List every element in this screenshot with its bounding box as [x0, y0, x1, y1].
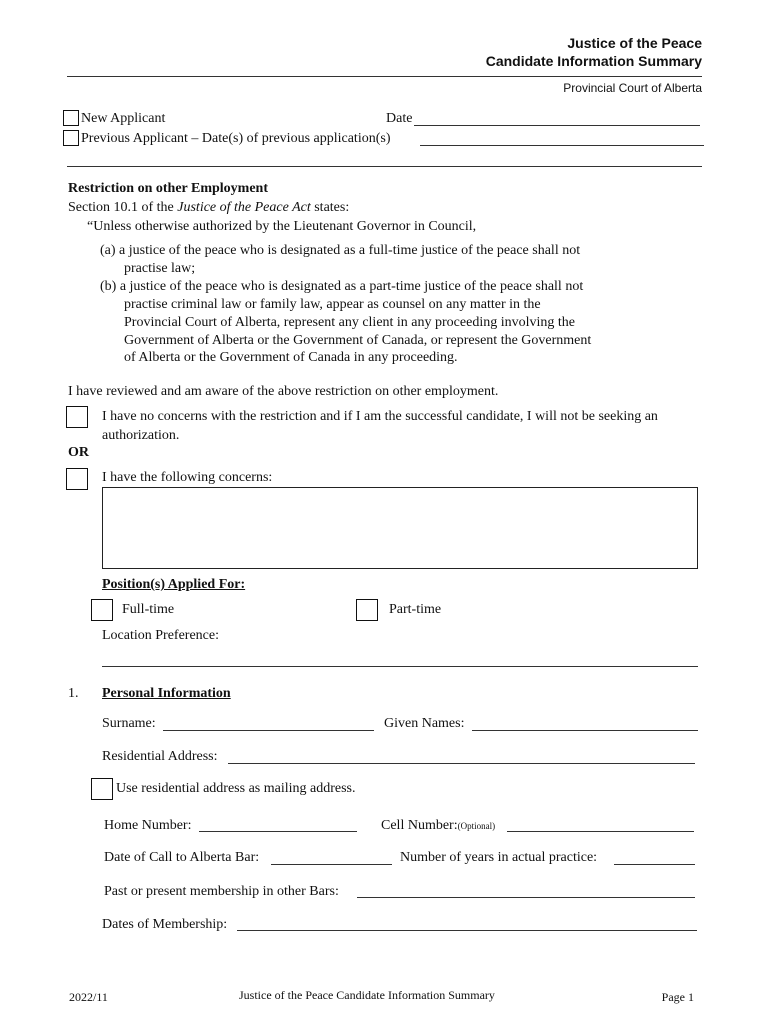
part-time-label: Part-time	[389, 602, 442, 617]
form-title-line1: Justice of the Peace	[567, 35, 702, 51]
residential-address-label: Residential Address:	[102, 749, 218, 764]
years-practice-label: Number of years in actual practice:	[400, 850, 598, 865]
location-preference-label: Location Preference:	[102, 628, 219, 643]
item-b-line1: (b) a justice of the peace who is designated as a part-time justice of the peace shall not	[100, 279, 584, 294]
act-name: Justice of the Peace Act	[177, 200, 311, 215]
home-number-label: Home Number:	[104, 818, 192, 833]
other-bars-field[interactable]	[357, 897, 695, 898]
previous-applicant-label: Previous Applicant – Date(s) of previous application(s)	[81, 131, 391, 146]
part-time-checkbox[interactable]	[356, 599, 378, 621]
section-citation: Section 10.1 of the Justice of the Peace Act states:	[68, 200, 350, 215]
or-label: OR	[68, 445, 89, 460]
given-names-label: Given Names:	[384, 716, 465, 731]
court-name: Provincial Court of Alberta	[563, 81, 702, 95]
item-b-line4: Government of Alberta or the Government of Canada, or represent the Government	[124, 333, 592, 348]
item-b-line5: of Alberta or the Government of Canada in any proceeding.	[124, 350, 458, 365]
cell-number-label: Cell Number:(Optional)	[381, 818, 496, 833]
location-preference-field[interactable]	[102, 666, 698, 667]
use-residential-checkbox[interactable]	[91, 778, 113, 800]
footer-date: 2022/11	[69, 990, 108, 1004]
no-concerns-line1: I have no concerns with the restriction and if I am the successful candidate, I will not be seeking an	[102, 409, 658, 424]
membership-dates-label: Dates of Membership:	[102, 917, 228, 932]
surname-label: Surname:	[102, 716, 156, 731]
call-date-label: Date of Call to Alberta Bar:	[104, 850, 260, 865]
given-names-field[interactable]	[472, 730, 698, 731]
surname-field[interactable]	[163, 730, 374, 731]
item-b-line2: practise criminal law or family law, appear as counsel on any matter in the	[124, 297, 541, 312]
acknowledgement-statement: I have reviewed and am aware of the above restriction on other employment.	[68, 384, 499, 399]
cell-optional-note: (Optional)	[457, 821, 496, 831]
item-b-line3: Provincial Court of Alberta, represent any client in any proceeding involving the	[124, 315, 575, 330]
concerns-textarea[interactable]	[102, 487, 698, 569]
no-concerns-line2: authorization.	[102, 428, 180, 443]
membership-dates-field[interactable]	[237, 930, 697, 931]
use-residential-label: Use residential address as mailing address.	[116, 781, 356, 796]
years-practice-field[interactable]	[614, 864, 695, 865]
previous-dates-field-line2[interactable]	[67, 166, 702, 167]
previous-dates-field[interactable]	[420, 145, 704, 146]
quote-intro: “Unless otherwise authorized by the Lieutenant Governor in Council,	[87, 219, 477, 234]
home-number-field[interactable]	[199, 831, 357, 832]
item-a-line1: (a) a justice of the peace who is designated as a full-time justice of the peace shall not	[100, 243, 581, 258]
header-rule	[67, 76, 702, 77]
concerns-checkbox[interactable]	[66, 468, 88, 490]
form-title-line2: Candidate Information Summary	[485, 53, 702, 69]
positions-heading: Position(s) Applied For:	[102, 577, 246, 592]
date-label: Date	[386, 111, 413, 126]
residential-address-field[interactable]	[228, 763, 695, 764]
previous-applicant-checkbox[interactable]	[63, 130, 79, 146]
section-number: 1.	[68, 686, 79, 701]
new-applicant-checkbox[interactable]	[63, 110, 79, 126]
item-a-line2: practise law;	[124, 261, 196, 276]
new-applicant-label: New Applicant	[81, 111, 166, 126]
cell-number-field[interactable]	[507, 831, 694, 832]
personal-info-heading: Personal Information	[102, 686, 231, 701]
call-date-field[interactable]	[271, 864, 392, 865]
concerns-label: I have the following concerns:	[102, 470, 273, 485]
no-concerns-checkbox[interactable]	[66, 406, 88, 428]
date-field[interactable]	[414, 125, 700, 126]
restriction-heading: Restriction on other Employment	[68, 181, 268, 196]
full-time-checkbox[interactable]	[91, 599, 113, 621]
footer-page-number: Page 1	[661, 990, 694, 1004]
other-bars-label: Past or present membership in other Bars:	[104, 884, 339, 899]
full-time-label: Full-time	[122, 602, 175, 617]
footer-title: Justice of the Peace Candidate Information Summary	[239, 988, 495, 1002]
